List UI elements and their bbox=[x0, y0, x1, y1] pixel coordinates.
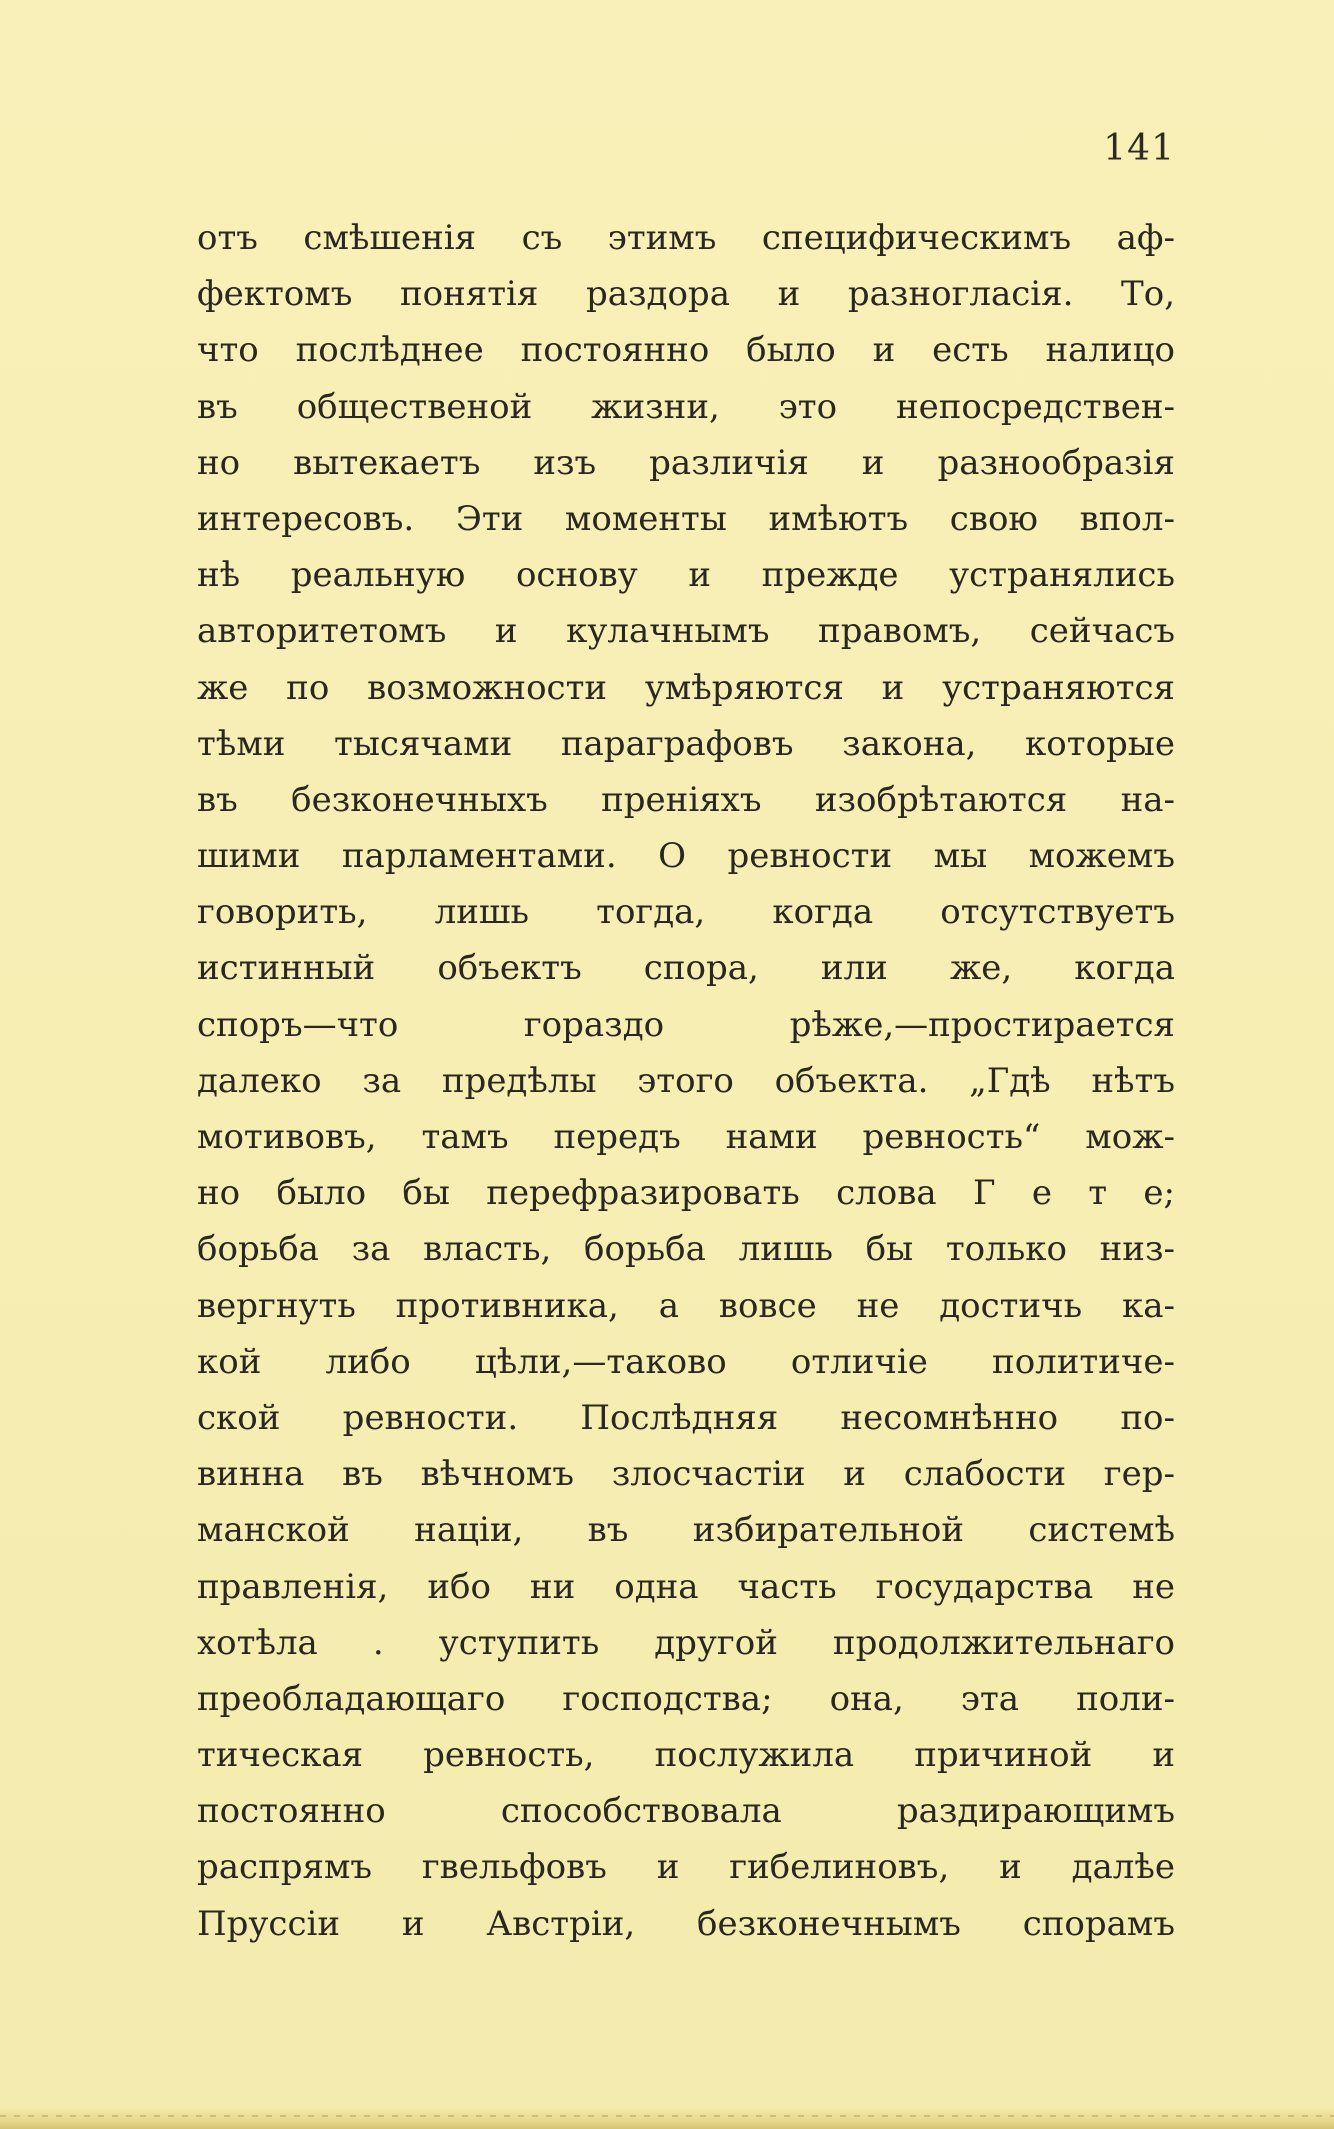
text-line: же по возможности умѣряются и устраняются bbox=[197, 667, 1175, 708]
text-line: въ безконечныхъ преніяхъ изобрѣтаются на- bbox=[197, 779, 1175, 820]
text-line: тѣми тысячами параграфовъ закона, которые bbox=[197, 723, 1175, 764]
text-line: авторитетомъ и кулачнымъ правомъ, сейчасъ bbox=[197, 611, 1175, 652]
text-line: правленія, ибо ни одна часть государства не bbox=[197, 1566, 1175, 1607]
text-line: постоянно способствовала раздирающимъ bbox=[197, 1791, 1175, 1832]
text-line: отъ смѣшенія съ этимъ специфическимъ аф- bbox=[197, 218, 1175, 258]
page-number: 141 bbox=[1103, 128, 1175, 169]
text-line: споръ—что гораздо рѣже,—простирается bbox=[197, 1004, 1175, 1045]
text-line: говорить, лишь тогда, когда отсутствуетъ bbox=[197, 892, 1175, 933]
text-line: борьба за власть, борьба лишь бы только низ- bbox=[197, 1229, 1175, 1270]
text-line: преобладающаго господства; она, эта поли- bbox=[197, 1678, 1175, 1719]
text-line: Пруссіи и Австріи, безконечнымъ спорамъ bbox=[197, 1903, 1175, 1944]
text-line: винна въ вѣчномъ злосчастіи и слабости гер- bbox=[197, 1454, 1175, 1495]
text-line: въ общественой жизни, это непосредствен- bbox=[197, 386, 1175, 427]
text-line: распрямъ гвельфовъ и гибелиновъ, и далѣе bbox=[197, 1847, 1175, 1888]
text-line: хотѣла . уступить другой продолжительнаго bbox=[197, 1622, 1175, 1663]
body-text bbox=[197, 210, 1175, 1952]
text-line: что послѣднее постоянно было и есть налицо bbox=[197, 330, 1175, 371]
text-line: мотивовъ, тамъ передъ нами ревность“ мож- bbox=[197, 1117, 1175, 1157]
text-line: истинный объектъ спора, или же, когда bbox=[197, 948, 1175, 989]
text-line: кой либо цѣли,—таково отличіе политиче- bbox=[197, 1341, 1175, 1382]
text-line: но вытекаетъ изъ различія и разнообразія bbox=[197, 442, 1175, 483]
text-line: тическая ревность, послужила причиной и bbox=[197, 1735, 1175, 1776]
text-line: манской націи, въ избирательной системѣ bbox=[197, 1510, 1175, 1551]
text-line: интересовъ. Эти моменты имѣютъ свою впол- bbox=[197, 498, 1175, 539]
text-line: фектомъ понятія раздора и разногласія. То, bbox=[197, 274, 1175, 315]
text-line: шими парламентами. О ревности мы можемъ bbox=[197, 836, 1175, 877]
text-line: но было бы перефразировать слова Г е т е; bbox=[197, 1173, 1175, 1214]
text-line: нѣ реальную основу и прежде устранялись bbox=[197, 555, 1175, 596]
text-line: вергнуть противника, а вовсе не достичь ка- bbox=[197, 1285, 1175, 1326]
text-line: далеко за предѣлы этого объекта. „Гдѣ нѣтъ bbox=[197, 1060, 1175, 1101]
page-bottom-edge bbox=[0, 2107, 1334, 2129]
text-line: ской ревности. Послѣдняя несомнѣнно по- bbox=[197, 1397, 1175, 1438]
